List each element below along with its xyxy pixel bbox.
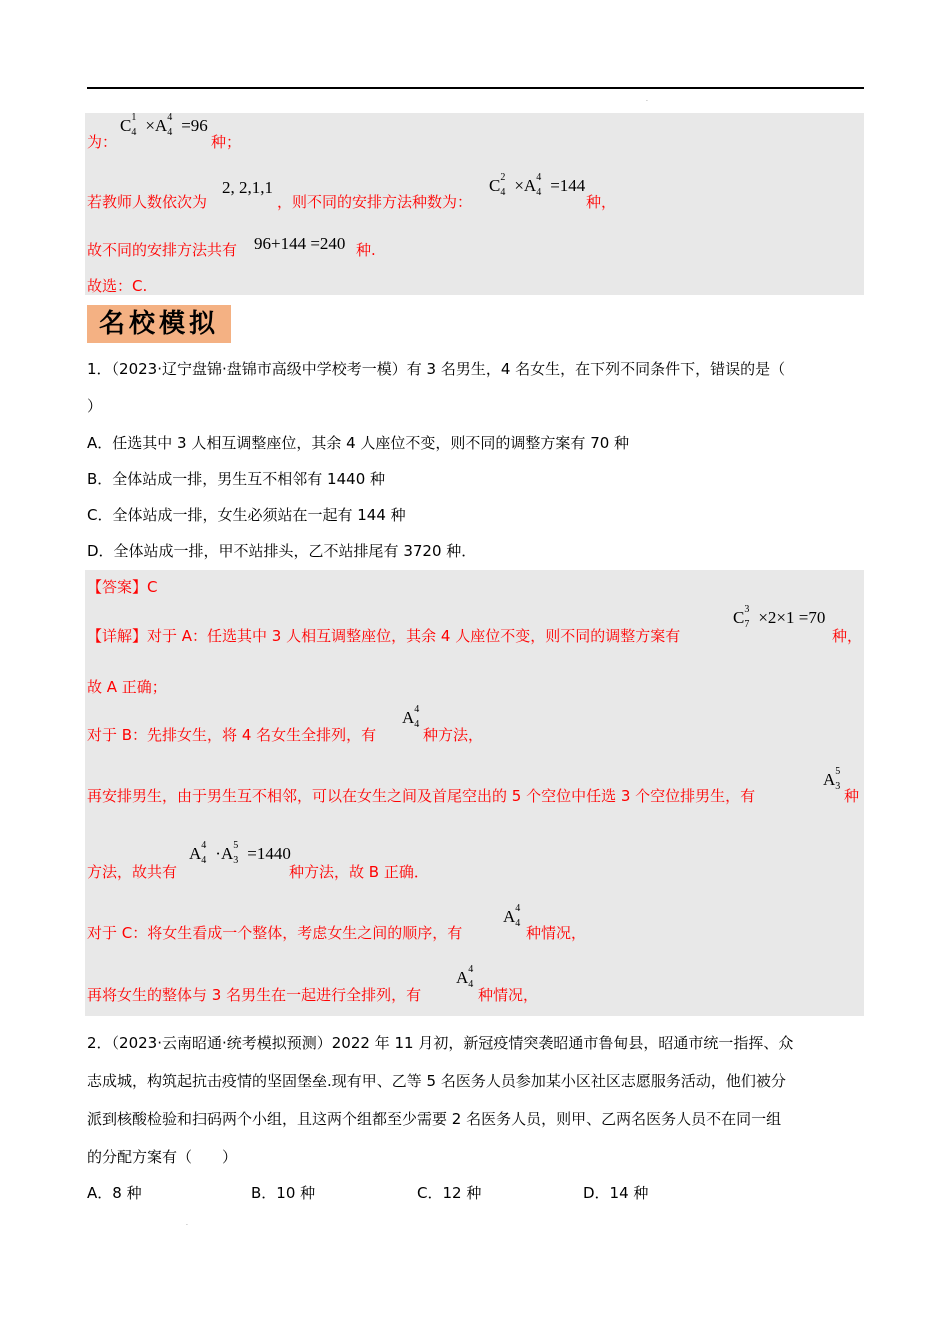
c-line-2-suffix: 种情况， bbox=[478, 986, 539, 1004]
c-line-1-prefix: 对于 C：将女生看成一个整体，考虑女生之间的顺序，有 bbox=[87, 924, 463, 942]
q2-option-a: A．8 种 bbox=[87, 1184, 142, 1202]
detail-line-1: 【详解】对于 A：任选其中 3 人相互调整座位，其余 4 人座位不变，则不同的调整方案有 bbox=[87, 627, 681, 645]
q1-option-a: A．任选其中 3 人相互调整座位，其余 4 人座位不变，则不同的调整方案有 70 种 bbox=[87, 434, 630, 452]
solution-line-1-prefix: 为： bbox=[87, 133, 118, 151]
q2-option-c: C．12 种 bbox=[417, 1184, 482, 1202]
c-line-1-suffix: 种情况， bbox=[526, 924, 587, 942]
c-line-2-math: A 4 4 bbox=[456, 964, 474, 991]
section-heading: 名校模拟 bbox=[87, 305, 231, 343]
solution-line-2-math-2: C 2 4 ×A 4 4 =144 bbox=[489, 172, 586, 199]
solution-line-2-mid: ，则不同的安排方法种数为： bbox=[277, 193, 473, 211]
b-line-2-prefix: 再安排男生，由于男生互不相邻，可以在女生之间及首尾空出的 5 个空位中任选 3 个空位排男生，有 bbox=[87, 787, 756, 805]
b-line-3-suffix: 种方法，故 B 正确． bbox=[289, 863, 429, 881]
q2-stem-line-1: 2．（2023·云南昭通·统考模拟预测）2022 年 11 月初，新冠疫情突袭昭通市鲁甸县，昭通市统一指挥、众 bbox=[87, 1034, 794, 1052]
q1-stem-line-1: 1．（2023·辽宁盘锦·盘锦市高级中学校考一模）有 3 名男生，4 名女生，在下列不同条件下，错误的是（ bbox=[87, 360, 786, 378]
solution-line-3-suffix: 种. bbox=[356, 241, 376, 259]
header-dot: . bbox=[646, 96, 648, 103]
solution-line-1-math: C 1 4 ×A 4 4 =96 bbox=[120, 112, 208, 139]
detail-line-1-math: C 3 7 ×2×1 =70 bbox=[733, 604, 826, 631]
solution-line-1-suffix: 种； bbox=[211, 133, 242, 151]
q2-stem-line-3: 派到核酸检验和扫码两个小组，且这两个组都至少需要 2 名医务人员，则甲、乙两名医务人员不在同一组 bbox=[87, 1110, 782, 1128]
q1-stem-line-2: ） bbox=[87, 397, 103, 415]
q1-option-d: D．全体站成一排，甲不站排头，乙不站排尾有 3720 种． bbox=[87, 542, 477, 560]
solution-line-2-math: 2, 2,1,1 bbox=[222, 178, 273, 197]
detail-line-2: 故 A 正确； bbox=[87, 678, 167, 696]
q2-option-d: D．14 种 bbox=[583, 1184, 649, 1202]
q2-stem-line-4: 的分配方案有（ ） bbox=[87, 1148, 238, 1166]
q1-option-c: C．全体站成一排，女生必须站在一起有 144 种 bbox=[87, 506, 406, 524]
header-rule bbox=[87, 87, 864, 89]
b-line-3-math: A 4 4 ·A 5 3 =1440 bbox=[189, 840, 291, 867]
c-line-2-prefix: 再将女生的整体与 3 名男生在一起进行全排列，有 bbox=[87, 986, 422, 1004]
solution-line-3-math: 96+144 =240 bbox=[254, 234, 346, 253]
q2-option-b: B．10 种 bbox=[251, 1184, 316, 1202]
b-line-1-suffix: 种方法， bbox=[423, 726, 484, 744]
detail-line-1-suffix: 种， bbox=[832, 627, 863, 645]
b-line-1-math: A 4 4 bbox=[402, 704, 420, 731]
b-line-3-prefix: 方法，故共有 bbox=[87, 863, 178, 881]
solution-line-4: 故选：C. bbox=[87, 277, 148, 295]
b-line-2-math: A 5 3 bbox=[823, 766, 841, 793]
c-line-1-math: A 4 4 bbox=[503, 903, 521, 930]
b-line-1-prefix: 对于 B：先排女生，将 4 名女生全排列，有 bbox=[87, 726, 377, 744]
q1-option-b: B．全体站成一排，男生互不相邻有 1440 种 bbox=[87, 470, 386, 488]
solution-line-2-prefix: 若教师人数依次为 bbox=[87, 193, 208, 211]
q2-stem-line-2: 志成城，构筑起抗击疫情的坚固堡垒.现有甲、乙等 5 名医务人员参加某小区社区志愿服务活动，他们被分 bbox=[87, 1072, 786, 1090]
answer-label: 【答案】C bbox=[87, 578, 158, 596]
solution-line-3-prefix: 故不同的安排方法共有 bbox=[87, 241, 238, 259]
b-line-2-suffix: 种 bbox=[844, 787, 860, 805]
footer-dot: . bbox=[186, 1220, 188, 1227]
solution-line-2-suffix: 种， bbox=[586, 193, 617, 211]
